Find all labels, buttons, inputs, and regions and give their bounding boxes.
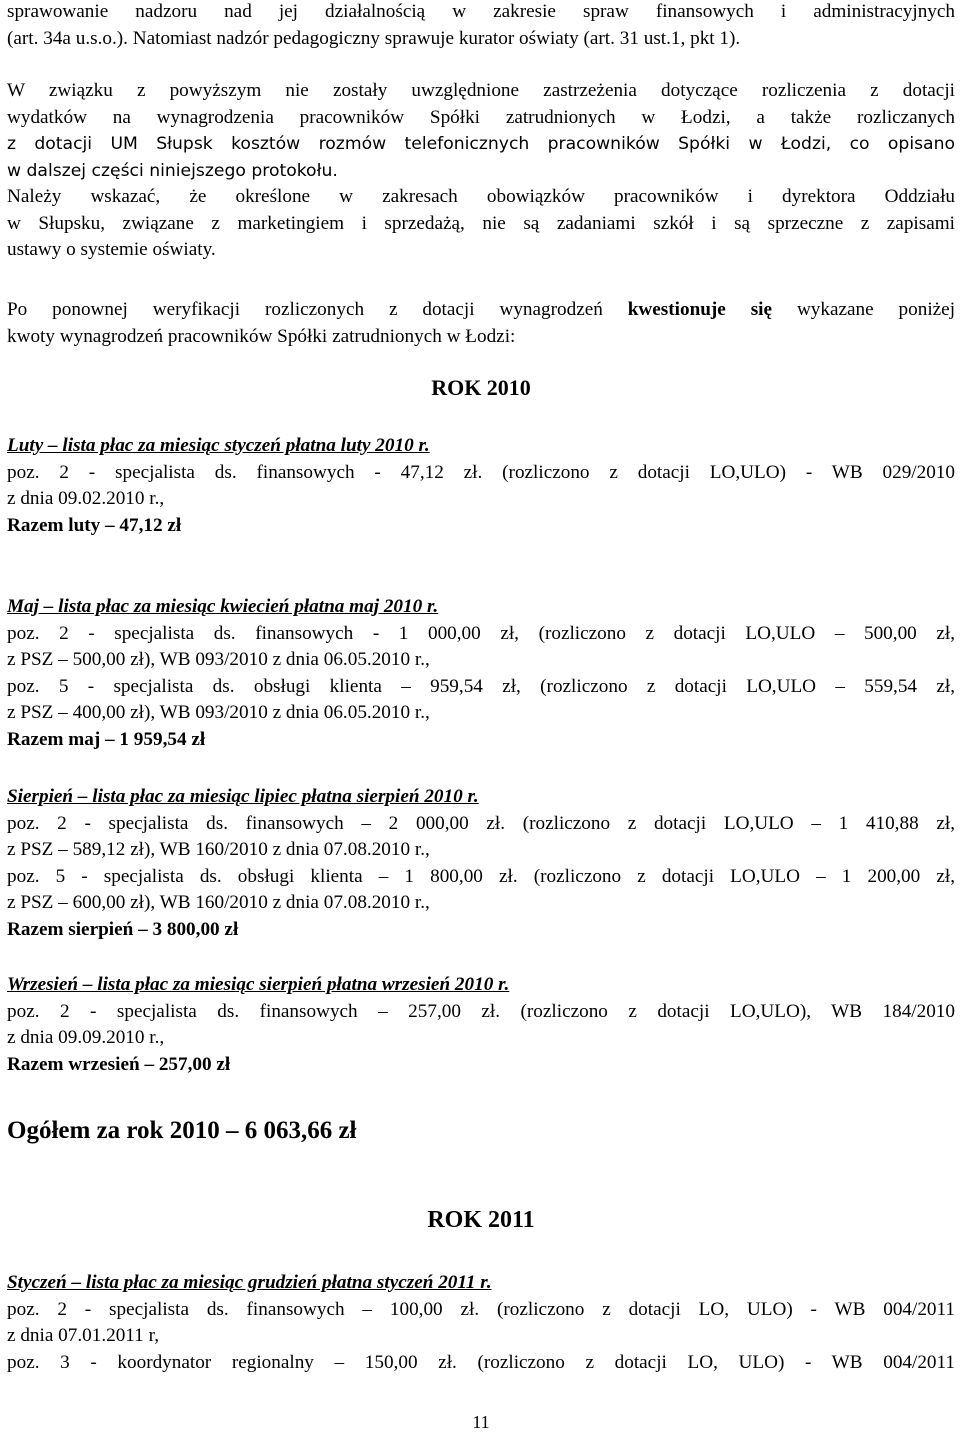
year-heading-2010: ROK 2010 <box>431 375 531 400</box>
page-number: 11 <box>472 1412 490 1432</box>
section-sum: Razem wrzesień – 257,00 zł <box>7 1053 231 1075</box>
section-title: Sierpień – lista płac za miesiąc lipiec płatna sierpień 2010 r. <box>7 786 479 807</box>
text-line: poz. 2 - specjalista ds. finansowych – 257,00 zł. (rozliczono z dotacji LO,ULO), WB 184/2010 <box>7 1000 955 1022</box>
year-heading-2011: ROK 2011 <box>427 1207 535 1233</box>
section-title: Wrzesień – lista płac za miesiąc sierpień płatna wrzesień 2010 r. <box>7 974 510 995</box>
text-line: w dalszej części niniejszego protokołu. <box>7 160 338 181</box>
text-fragment: Po ponownej weryfikacji rozliczonych z dotacji wynagrodzeń <box>7 299 603 320</box>
section-title: Maj – lista płac za miesiąc kwiecień płatna maj 2010 r. <box>7 596 439 617</box>
section-title: Styczeń – lista płac za miesiąc grudzień płatna styczeń 2011 r. <box>7 1272 492 1293</box>
text-line: z dnia 09.02.2010 r., <box>7 488 165 509</box>
text-line: poz. 5 - specjalista ds. obsługi klienta – 1 800,00 zł. (rozliczono z dotacji LO,ULO – 1 200,00 zł, <box>7 865 955 887</box>
text-line: poz. 5 - specjalista ds. obsługi klienta – 959,54 zł, (rozliczono z dotacji LO,ULO – 559,54 zł, <box>7 675 955 697</box>
section-sierpien <box>7 784 955 943</box>
text-line: (art. 34a u.s.o.). Natomiast nadzór pedagogiczny sprawuje kurator oświaty (art. 31 ust.1, pkt 1). <box>7 27 741 49</box>
paragraph-verification <box>7 297 955 350</box>
text-fragment: wykazane poniżej <box>796 299 956 320</box>
section-sum: Razem luty – 47,12 zł <box>7 514 182 536</box>
total-2010: Ogółem za rok 2010 – 6 063,66 zł <box>7 1117 357 1144</box>
text-line: z PSZ – 589,12 zł), WB 160/2010 z dnia 07.08.2010 r., <box>7 839 430 860</box>
text-line: poz. 2 - specjalista ds. finansowych – 100,00 zł. (rozliczono z dotacji LO, ULO) - WB 004/2011 <box>7 1298 955 1320</box>
text-line: z dotacji UM Słupsk kosztów rozmów telefonicznych pracowników Spółki w Łodzi, co opisano <box>7 134 955 154</box>
text-line: Należy wskazać, że określone w zakresach obowiązków pracowników i dyrektora Oddziału <box>7 186 955 207</box>
text-line: wydatków na wynagrodzenia pracowników Spółki zatrudnionych w Łodzi, a także rozliczanych <box>7 106 955 128</box>
section-styczen <box>7 1270 955 1376</box>
section-luty <box>7 433 955 539</box>
text-line: kwoty wynagrodzeń pracowników Spółki zatrudnionych w Łodzi: <box>7 325 516 347</box>
text-line: W związku z powyższym nie zostały uwzględnione zastrzeżenia dotyczące rozliczenia z dotacji <box>7 80 955 101</box>
text-line: z PSZ – 400,00 zł), WB 093/2010 z dnia 06.05.2010 r., <box>7 702 430 723</box>
intro-paragraph <box>7 0 955 52</box>
text-line: z dnia 09.09.2010 r., <box>7 1027 165 1048</box>
section-sum: Razem sierpień – 3 800,00 zł <box>7 918 239 940</box>
text-line: poz. 2 - specjalista ds. finansowych - 47,12 zł. (rozliczono z dotacji LO,ULO) - WB 029/2010 <box>7 461 955 483</box>
emphasis-text: kwestionuje się <box>627 299 773 320</box>
text-line: w Słupsku, związane z marketingiem i sprzedażą, nie są zadaniami szkół i są sprzeczne z zapisami <box>7 212 955 234</box>
section-sum: Razem maj – 1 959,54 zł <box>7 728 206 750</box>
text-line: z PSZ – 600,00 zł), WB 160/2010 z dnia 07.08.2010 r., <box>7 892 430 913</box>
section-wrzesien <box>7 972 955 1078</box>
text-line: poz. 2 - specjalista ds. finansowych - 1 000,00 zł, (rozliczono z dotacji LO,ULO – 500,00 zł, <box>7 622 955 644</box>
text-line: poz. 3 - koordynator regionalny – 150,00 zł. (rozliczono z dotacji LO, ULO) - WB 004/2011 <box>7 1351 955 1373</box>
paragraph-marketing <box>7 184 955 264</box>
paragraph-objections <box>7 78 955 184</box>
text-line: sprawowanie nadzoru nad jej działalnością w zakresie spraw finansowych i administracyjnych <box>7 1 955 22</box>
text-line: z PSZ – 500,00 zł), WB 093/2010 z dnia 06.05.2010 r., <box>7 649 430 670</box>
text-line: ustawy o systemie oświaty. <box>7 239 216 260</box>
text-line: poz. 2 - specjalista ds. finansowych – 2 000,00 zł. (rozliczono z dotacji LO,ULO – 1 410,88 zł, <box>7 812 955 834</box>
section-maj <box>7 594 955 753</box>
text-line <box>7 297 955 324</box>
text-line: z dnia 07.01.2011 r, <box>7 1325 159 1346</box>
section-title: Luty – lista płac za miesiąc styczeń płatna luty 2010 r. <box>7 435 430 456</box>
